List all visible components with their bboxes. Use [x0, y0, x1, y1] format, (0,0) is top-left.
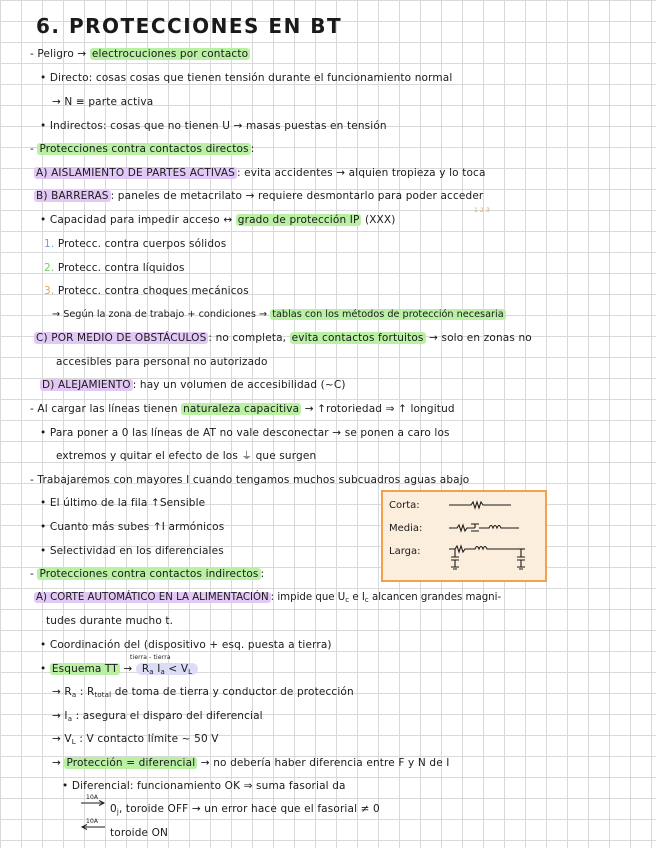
long-line-series [449, 546, 519, 552]
text: Protecc. contra líquidos [54, 262, 185, 274]
highlight-green: Protección = diferencial [66, 757, 196, 769]
line-capacidad [40, 213, 395, 227]
line-cargar-lineas [30, 402, 455, 416]
line-coordinacion: • Coordinación del (dispositivo + esq. puesta a tierra) [40, 639, 332, 651]
line-choques [44, 284, 249, 298]
text: : R [76, 686, 95, 698]
tt-formula [136, 663, 198, 675]
subscript: a [160, 668, 165, 676]
text: I [153, 663, 161, 675]
text: → V [52, 733, 72, 745]
line-proteccion-diferencial [52, 756, 450, 770]
subscript: L [188, 668, 193, 676]
arrow-10a-annotation-2: 10A [86, 818, 99, 825]
text: → [52, 757, 65, 769]
highlight-green: Protecciones contra contactos indirectos [39, 568, 259, 580]
text: : asegura el disparo del diferencial [72, 710, 263, 722]
text: - [30, 143, 38, 155]
text: : evita accidentes → alquien tropieza y lo toca [236, 167, 486, 179]
subscript: total [94, 691, 112, 699]
line-directo: • Directo: cosas cosas que tienen tensión durante el funcionamiento normal [40, 72, 453, 84]
text: e I [349, 592, 365, 603]
text: alcancen grandes magni- [368, 592, 502, 603]
line-segun-zona [52, 308, 506, 322]
line-armonicos: • Cuanto más subes ↑I armónicos [40, 521, 225, 533]
subscript: j [116, 808, 119, 816]
text: → R [52, 686, 72, 698]
number-1: 1. [44, 238, 55, 250]
text: → I [52, 710, 68, 722]
line-accesibles: accesibles para personal no autorizado [56, 356, 268, 368]
text: 0 [110, 803, 117, 815]
subscript: c [345, 596, 350, 604]
page-title: 6. PROTECCIONES EN BT [36, 14, 343, 38]
line-aislamiento [34, 166, 486, 180]
subscript: L [71, 738, 76, 746]
label-larga: Larga: [389, 546, 421, 557]
highlight-purple: A) AISLAMIENTO DE PARTES ACTIVAS [36, 167, 235, 179]
highlight-green: tablas con los métodos de protección necesaria [272, 309, 504, 320]
highlight-green: electrocuciones por contacto [91, 48, 249, 60]
line-ra [52, 685, 354, 702]
line-selectividad: • Selectividad en los diferenciales [40, 545, 224, 557]
line-obstaculos [34, 331, 532, 345]
line-diferencial-ok: • Diferencial: funcionamiento OK ⇒ suma fasorial da [62, 780, 346, 792]
line-ultimo-fila: • El último de la fila ↑Sensible [40, 497, 206, 509]
text: → Según la zona de trabajo + condiciones → [52, 309, 271, 320]
text: < V [164, 663, 189, 675]
text: • [40, 663, 50, 675]
arrow-left-icon [80, 824, 106, 830]
line-barreras [34, 189, 483, 203]
text: - Peligro → [30, 48, 90, 60]
text: : no completa, [208, 332, 290, 344]
medium-line-model [449, 524, 519, 531]
long-line-shunt-right [517, 549, 525, 569]
text: - [30, 568, 38, 580]
tt-annotation: tierra - tierra [130, 654, 171, 661]
line-model-diagram [381, 490, 547, 582]
text: R [141, 663, 150, 675]
number-3: 3. [44, 285, 55, 297]
line-magnitudes: tudes durante mucho t. [46, 615, 174, 627]
highlight-purple: A) CORTE AUTOMÁTICO EN LA ALIMENTACIÓN [36, 592, 269, 603]
highlight-green: grado de protección IP [237, 214, 360, 226]
heading-contactos-indirectos [30, 567, 264, 581]
line-liquidos [44, 261, 185, 275]
subscript: a [149, 668, 154, 676]
highlight-purple: C) POR MEDIO DE OBSTÁCULOS [36, 332, 207, 344]
line-extremos: extremos y quitar el efecto de los ⏚ que surgen [56, 450, 317, 462]
highlight-green: evita contactos fortuitos [291, 332, 424, 344]
line-esquema-tt [40, 662, 198, 679]
text: , toroide OFF → un error hace que el fasorial ≠ 0 [118, 803, 380, 815]
arrow-10a-annotation: 10A [86, 794, 99, 801]
line-peligro [30, 47, 250, 61]
subscript: a [67, 715, 73, 723]
line-vl [52, 732, 219, 749]
highlight-green: Protecciones contra contactos directos [39, 143, 249, 155]
highlight-purple: B) BARRERAS [36, 190, 109, 202]
text: (XXX) [361, 214, 396, 226]
text: : [250, 143, 255, 155]
line-indirectos: • Indirectos: cosas que no tienen U → masas puestas en tensión [40, 120, 387, 132]
line-trabajaremos: - Trabajaremos con mayores I cuando tengamos muchos subcuadros aguas abajo [30, 474, 470, 486]
text: → solo en zonas no [425, 332, 532, 344]
line-corte-automatico [34, 591, 501, 607]
subscript: c [364, 596, 369, 604]
subscript: a [71, 691, 77, 699]
line-alejamiento [40, 378, 346, 392]
heading-contactos-directos [30, 142, 254, 156]
text: • Capacidad para impedir acceso ↔ [40, 214, 236, 226]
number-2: 2. [44, 262, 55, 274]
line-toroide-off [110, 802, 380, 819]
line-toroide-on: toroide ON [110, 827, 169, 839]
text: : impide que U [270, 592, 346, 603]
text: : [260, 568, 265, 580]
label-corta: Corta: [389, 500, 420, 511]
short-line-resistor [449, 502, 511, 508]
text: → [119, 663, 136, 675]
line-solidos [44, 237, 226, 251]
text: : hay un volumen de accesibilidad (~C) [132, 379, 346, 391]
text: : V contacto límite ~ 50 V [75, 733, 219, 745]
line-ia [52, 709, 263, 726]
line-poner-cero: • Para poner a 0 las líneas de AT no vale desconectar → se ponen a caro los [40, 427, 450, 439]
long-line-shunt-left [451, 549, 459, 569]
text: → no debería haber diferencia entre F y N de I [197, 757, 450, 769]
text: : paneles de metacrilato → requiere desmontarlo para poder acceder [110, 190, 484, 202]
text: de toma de tierra y conductor de protección [111, 686, 354, 698]
line-circuit-diagram [441, 495, 543, 579]
arrow-right-icon [80, 800, 106, 806]
line-parte-activa: → N ≡ parte activa [52, 96, 154, 108]
highlight-green: Esquema TT [51, 663, 118, 675]
text: Protecc. contra choques mecánicos [54, 285, 249, 297]
label-media: Media: [389, 523, 423, 534]
highlight-purple: D) ALEJAMIENTO [42, 379, 131, 391]
text: → ↑rotoriedad ⇒ ↑ longitud [301, 403, 455, 415]
text: Protecc. contra cuerpos sólidos [54, 238, 227, 250]
text: - Al cargar las líneas tienen [30, 403, 182, 415]
ip-digit-index: 1 2 3 [474, 207, 491, 214]
highlight-green: naturaleza capacitiva [183, 403, 300, 415]
